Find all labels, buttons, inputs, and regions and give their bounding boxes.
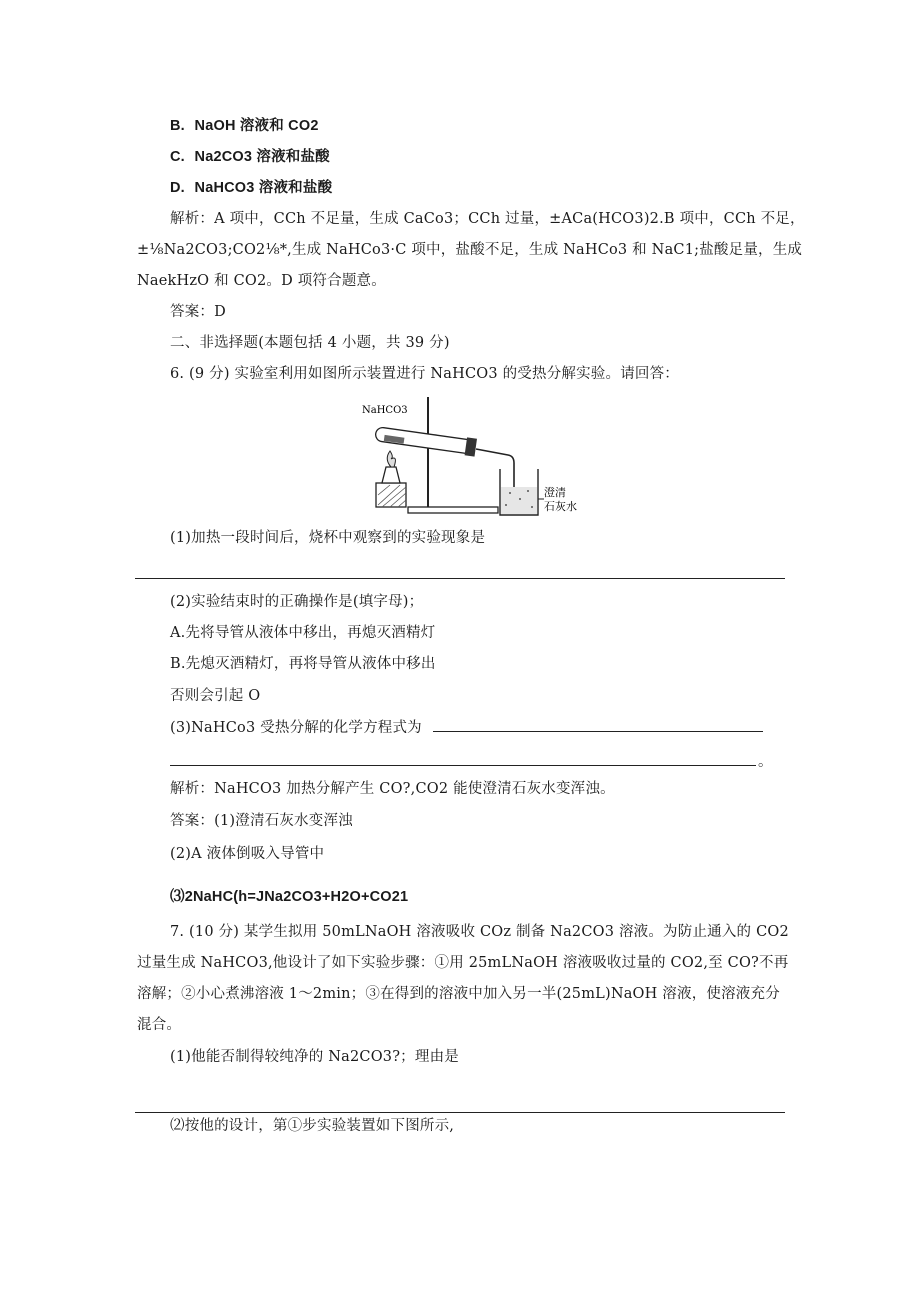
apparatus-figure	[360, 395, 577, 520]
option-c-text: Na2CO3 溶液和盐酸	[194, 149, 330, 165]
end-mark: 。	[758, 754, 773, 770]
label-lime-1: 澄清	[544, 486, 566, 499]
equation-blank	[433, 719, 763, 732]
answer-line	[135, 578, 785, 579]
q6-option-a: A.先将导管从液体中移出，再熄灭酒精灯	[170, 625, 436, 641]
flame	[387, 451, 395, 467]
q6-analysis: 解析：NaHCO3 加热分解产生 CO?,CO2 能使澄清石灰水变浑浊。	[170, 781, 615, 797]
option-d	[170, 178, 332, 198]
q7-answer-line	[135, 1112, 785, 1113]
section-title: 二、非选择题(本题包括 4 小题，共 39 分)	[170, 335, 450, 351]
analysis5-line1: 解析：A 项中，CCh 不足量，生成 CaCo3；CCh 过量，±ACa(HCO3)2.B 项中，CCh 不足，	[170, 211, 805, 227]
label-nahco3: NaHCO3	[362, 405, 408, 416]
label-lime-2: 石灰水	[544, 500, 577, 513]
q6-stem: 6. (9 分) 实验室利用如图所示装置进行 NaHCO3 的受热分解实验。请回答：	[170, 366, 680, 382]
option-d-text: NaHCO3 溶液和盐酸	[194, 180, 333, 196]
burner	[382, 467, 400, 483]
q6-part3-text: (3)NaHCo3 受热分解的化学方程式为	[170, 720, 422, 736]
analysis5-line2: ±⅛Na2CO3;CO2⅛*,生成 NaHCo3·C 项中，盐酸不足，生成 NaHCo3 和 NaC1;盐酸足量，生成	[137, 242, 803, 258]
lamp-stand	[376, 483, 406, 507]
q6-part1: (1)加热一段时间后，烧杯中观察到的实验现象是	[170, 530, 486, 546]
answer5: 答案：D	[170, 304, 226, 320]
option-b-letter: B.	[170, 118, 185, 134]
equation-line	[170, 765, 756, 766]
q7-line1: 7. (10 分) 某学生拟用 50mLNaOH 溶液吸收 COz 制备 Na2CO3 溶液。为防止通入的 CO2	[170, 924, 789, 940]
option-c	[170, 147, 330, 167]
q7-line4: 混合。	[137, 1017, 182, 1033]
option-d-letter: D.	[170, 180, 185, 196]
option-b-text: NaOH 溶液和 CO2	[194, 118, 319, 134]
q6-otherwise: 否则会引起 O	[170, 688, 261, 704]
analysis5-line3: NaekHzO 和 CO2。D 项符合题意。	[137, 273, 386, 289]
q7-part1: (1)他能否制得较纯净的 Na2CO3?；理由是	[170, 1049, 459, 1065]
q7-line3: 溶解；②小心煮沸溶液 1～2min；③在得到的溶液中加入另一半(25mL)NaOH 溶液，使溶液充分	[137, 986, 780, 1002]
option-c-letter: C.	[170, 149, 185, 165]
lime-water	[501, 487, 537, 514]
q6-option-b: B.先熄灭酒精灯，再将导管从液体中移出	[170, 656, 436, 672]
q6-answer3: ⑶2NaHC(h=JNa2CO3+H2O+CO21	[170, 889, 409, 905]
q6-part3	[170, 718, 763, 738]
q7-line2: 过量生成 NaHCO3,他设计了如下实验步骤：①用 25mLNaOH 溶液吸收过量的 CO2,至 CO?不再	[137, 955, 789, 971]
option-b	[170, 116, 319, 136]
stand-base	[408, 507, 498, 513]
q6-answer2: (2)A 液体倒吸入导管中	[170, 846, 325, 862]
q6-answer1: 答案：(1)澄清石灰水变浑浊	[170, 813, 353, 829]
q7-part2: ⑵按他的设计，第①步实验装置如下图所示,	[170, 1118, 455, 1134]
q6-part2: (2)实验结束时的正确操作是(填字母)；	[170, 594, 424, 610]
